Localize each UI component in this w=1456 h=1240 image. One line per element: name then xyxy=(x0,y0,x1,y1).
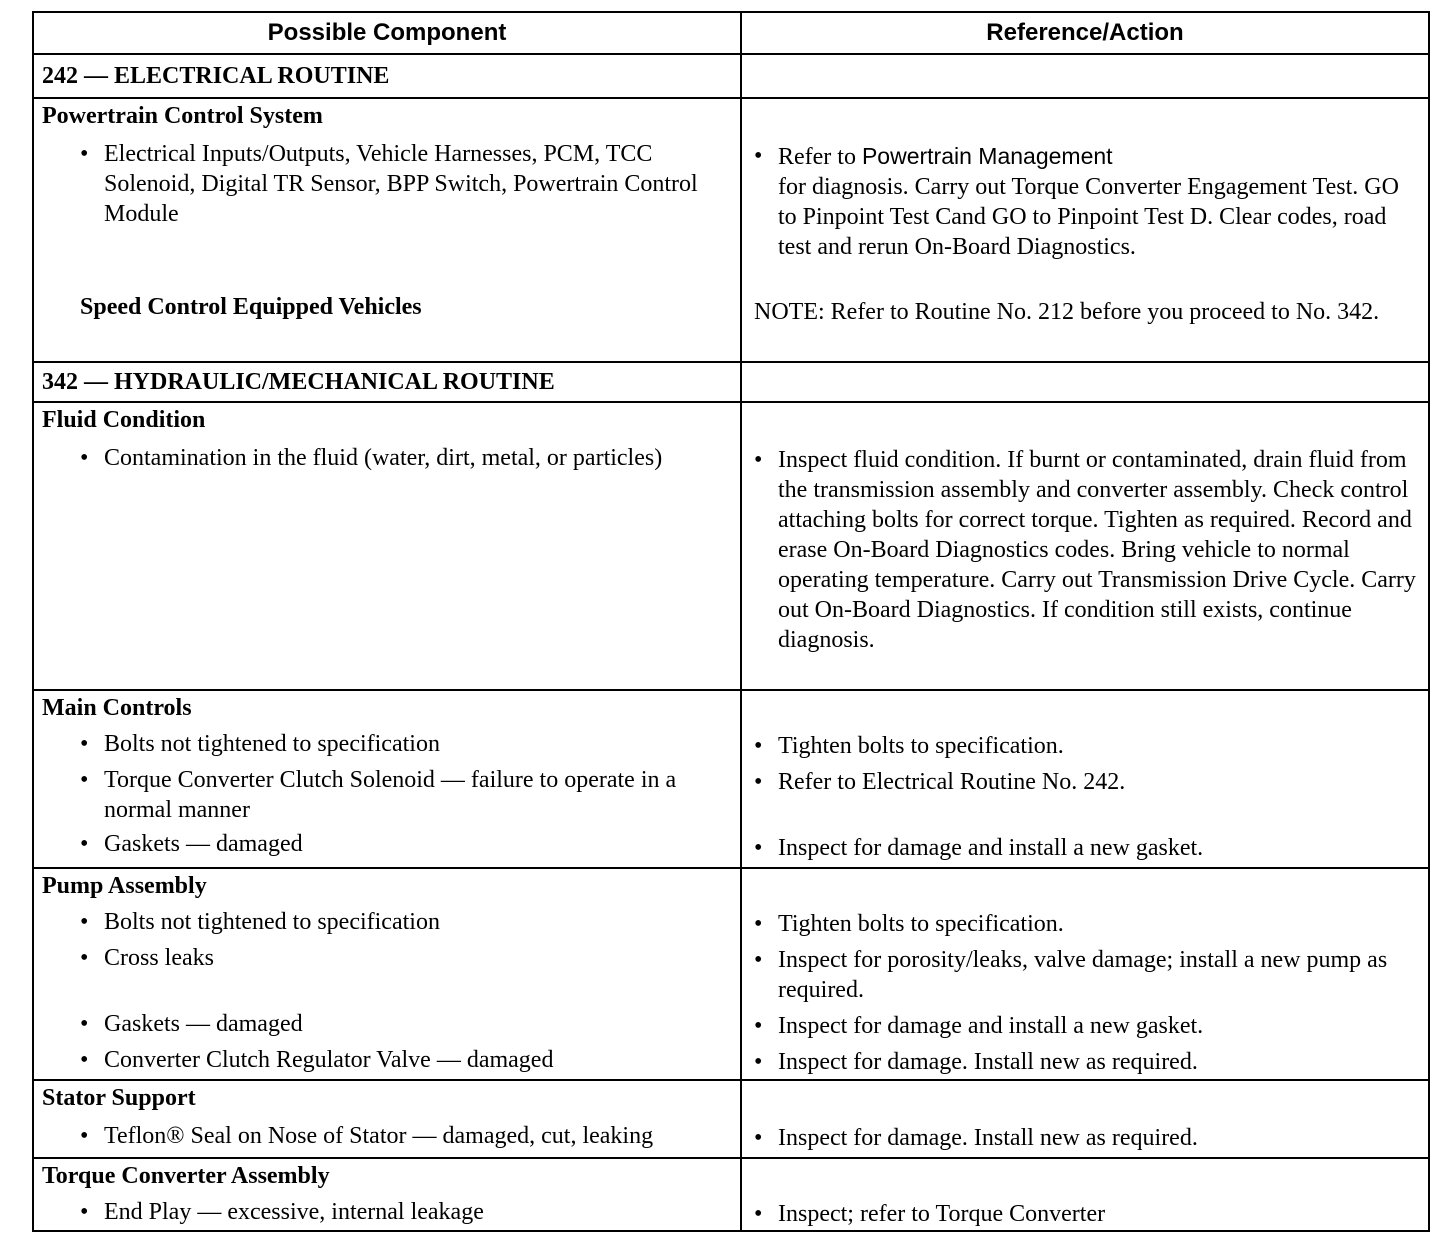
routine-242-row xyxy=(33,54,1429,98)
diagnosis-table xyxy=(32,11,1430,1232)
main-controls-item xyxy=(80,765,724,825)
main-controls-item-text: Gaskets — damaged xyxy=(104,831,303,857)
pump-action-text: Inspect for porosity/leaks, valve damage; install a new pump as required. xyxy=(778,947,1388,1003)
pump-item-text: Cross leaks xyxy=(104,945,214,971)
converter-item-text: End Play — excessive, internal leakage xyxy=(104,1199,484,1225)
pump-action-text: Tighten bolts to specification. xyxy=(778,911,1064,937)
header-row xyxy=(33,12,1429,54)
powertrain-group-title: Powertrain Control System xyxy=(42,103,323,129)
powertrain-management-ref: Powertrain Management xyxy=(861,143,1113,169)
pump-row xyxy=(33,868,1429,1080)
powertrain-row xyxy=(33,98,1429,362)
pump-item xyxy=(80,943,724,973)
converter-action xyxy=(754,1199,1428,1229)
main-controls-action-text: Refer to Electrical Routine No. 242. xyxy=(778,769,1126,795)
main-controls-item-text: Torque Converter Clutch Solenoid — failure to operate in a normal manner xyxy=(104,767,677,823)
converter-item xyxy=(80,1197,724,1227)
stator-item-text: Teflon® Seal on Nose of Stator — damaged, cut, leaking xyxy=(104,1123,654,1149)
converter-action-text: Inspect; refer to Torque Converter xyxy=(778,1201,1106,1227)
converter-group-title: Torque Converter Assembly xyxy=(42,1163,330,1189)
main-controls-action xyxy=(754,767,1428,797)
main-controls-action xyxy=(754,833,1428,863)
main-controls-action-text: Inspect for damage and install a new gasket. xyxy=(778,835,1204,861)
stator-action-text: Inspect for damage. Install new as required. xyxy=(778,1125,1198,1151)
pump-item-text: Bolts not tightened to specification xyxy=(104,909,440,935)
converter-row xyxy=(33,1158,1429,1231)
pump-action xyxy=(754,945,1388,1005)
stator-action xyxy=(754,1123,1428,1153)
stator-group-title: Stator Support xyxy=(42,1085,196,1111)
pump-item xyxy=(80,1045,724,1075)
powertrain-item-text: Electrical Inputs/Outputs, Vehicle Harnesses, PCM, TCC Solenoid, Digital TR Sensor, BPP Switch, Powertrain Control Module xyxy=(104,141,698,227)
powertrain-action-prefix: Refer to xyxy=(778,144,862,170)
main-controls-group-title: Main Controls xyxy=(42,695,192,721)
powertrain-action-rest: for diagnosis. Carry out Torque Converter Engagement Test. GO to Pinpoint Test Cand GO to Pinpoint Test D. Clear codes, road test and rerun On-Board Diagnostics. xyxy=(778,174,1399,260)
main-controls-action xyxy=(754,731,1428,761)
header-possible-component: Possible Component xyxy=(33,12,741,54)
fluid-action-text: Inspect fluid condition. If burnt or contaminated, drain fluid from the transmission assembly and converter assembly. Check control attaching bolts for correct torque. Tighten as required. Record and erase On-Board Diagnostics codes. Bring vehicle to normal operating temperature. Carry out Transmission Drive Cycle. Carry out On-Board Diagnostics. If condition still exists, continue diagnosis. xyxy=(778,447,1416,653)
pump-action xyxy=(754,1011,1428,1041)
pump-action xyxy=(754,1047,1428,1077)
pump-item xyxy=(80,907,724,937)
stator-row xyxy=(33,1080,1429,1158)
main-controls-item-text: Bolts not tightened to specification xyxy=(104,731,440,757)
routine-note: NOTE: Refer to Routine No. 212 before you proceed to No. 342. xyxy=(754,299,1380,325)
stator-item xyxy=(80,1121,744,1151)
main-controls-item xyxy=(80,729,724,759)
fluid-action xyxy=(754,445,1424,655)
pump-action-text: Inspect for damage and install a new gasket. xyxy=(778,1013,1204,1039)
header-reference-action: Reference/Action xyxy=(741,12,1429,54)
fluid-group-title: Fluid Condition xyxy=(42,407,206,433)
routine-342-title: 342 — HYDRAULIC/MECHANICAL ROUTINE xyxy=(42,369,555,395)
main-controls-action-text: Tighten bolts to specification. xyxy=(778,733,1064,759)
speed-control-subtitle: Speed Control Equipped Vehicles xyxy=(80,294,422,320)
powertrain-action xyxy=(754,141,1408,262)
pump-item xyxy=(80,1009,724,1039)
routine-342-row xyxy=(33,362,1429,402)
fluid-item xyxy=(80,443,664,473)
fluid-row xyxy=(33,402,1429,690)
main-controls-row xyxy=(33,690,1429,868)
pump-item-text: Gaskets — damaged xyxy=(104,1011,303,1037)
pump-action xyxy=(754,909,1428,939)
pump-item-text: Converter Clutch Regulator Valve — damaged xyxy=(104,1047,554,1073)
routine-242-title: 242 — ELECTRICAL ROUTINE xyxy=(42,63,390,89)
pump-group-title: Pump Assembly xyxy=(42,873,207,899)
main-controls-item xyxy=(80,829,724,859)
fluid-item-text: Contamination in the fluid (water, dirt, metal, or particles) xyxy=(104,445,663,471)
powertrain-item xyxy=(80,139,704,229)
pump-action-text: Inspect for damage. Install new as required. xyxy=(778,1049,1198,1075)
